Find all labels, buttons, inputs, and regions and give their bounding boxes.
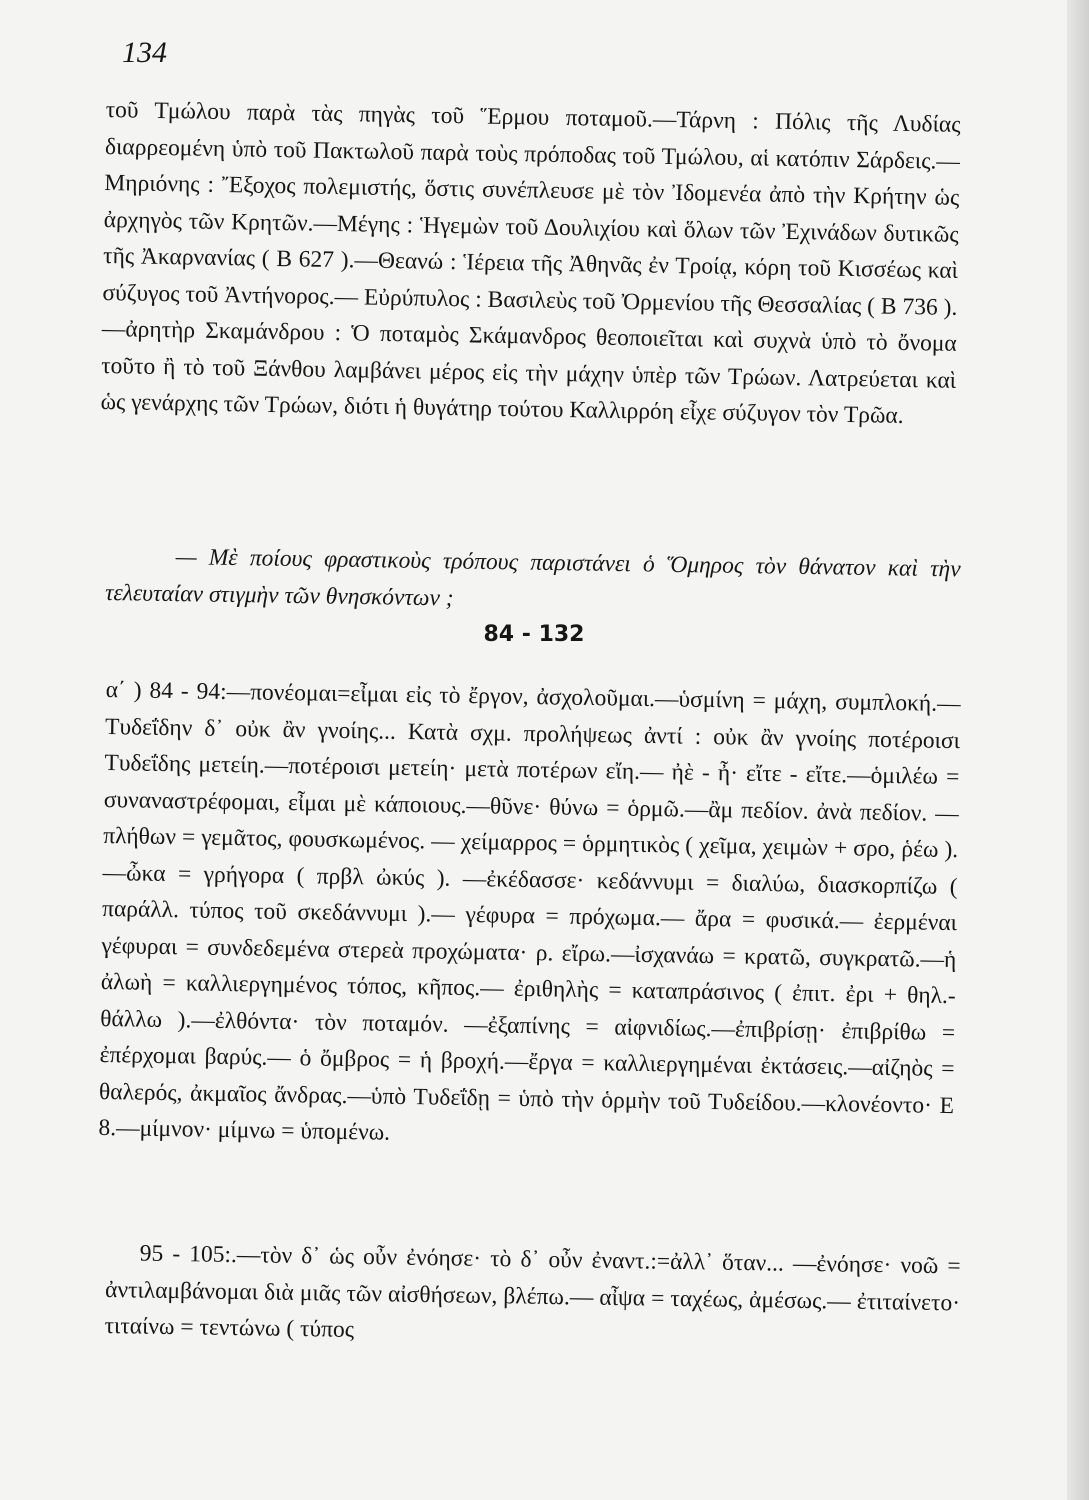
paragraph-text: τοῦ Τμώλου παρὰ τὰς πηγὰς τοῦ Ἕρμου ποταμοῦ.—Τάρνη : Πόλις τῆς Λυδίας διαρρεομένη ὑπὸ τοῦ Πακτωλοῦ παρὰ τοὺς πρόποδας τοῦ Τμώλου, αἱ κατόπιν Σάρδεις.—Μηριόνης : Ἔξοχος πολεμιστής, ὅστις συνέπλευσε μὲ τὸν Ἰδομενέα ἀπὸ τὴν Κρήτην ὡς ἀρχηγὸς τῶν Κρητῶν.—Μέγης : Ἡγεμὼν τοῦ Δουλιχίου καὶ ὅλων τῶν Ἐχινάδων δυτικῶς τῆς Ἀκαρνανίας ( Β 627 ).—Θεανώ : Ἱέρεια τῆς Ἀθηνᾶς ἐν Τροίᾳ, κόρη τοῦ Κισσέως καὶ σύζυγος τοῦ Ἀντήνορος.— Εὐρύπυλος : Βασιλεὺς τοῦ Ὀρμενίου τῆς Θεσσαλίας ( Β 736 ).—ἀρητὴρ Σκαμάνδρου : Ὁ ποταμὸς Σκάμανδρος θεοποιεῖται καὶ συχνὰ ὑπὸ τὸ ὄνομα τοῦτο ἢ τὸ τοῦ Ξάνθου λαμβάνει μέρος εἰς τὴν μάχην ὑπὲρ τῶν Τρώων. Λατρεύεται καὶ ὡς γενάρχης τῶν Τρώων, διότι ἡ θυγάτηρ τούτου Καλλιρρόη εἶχε σύζυγον τὸν Τρῶα. bbox=[100, 96, 961, 429]
paragraph-text: 95 - 105:.—τὸν δ᾽ ὡς οὖν ἐνόησε· τὸ δ᾽ οὖν ἐναντ.:=ἀλλ᾽ ὅταν... —ἐνόησε· νοῶ = ἀντιλαμβάνομαι διὰ μιᾶς τῶν αἰσθήσεων, βλέπω.— αἶψα = ταχέως, ἀμέσως.— ἐτιταίνετο· τιταίνω = τεντώνω ( τύπος bbox=[104, 1240, 961, 1343]
question-text: — Μὲ ποίους φραστικοὺς τρόπους παριστάνει ὁ Ὅμηρος τὸν θάνατον καὶ τὴν τελευταίαν στιγμὴν τῶν θνησκόντων ; bbox=[104, 544, 961, 611]
glossary-paragraph-2 bbox=[98, 672, 961, 1161]
glossary-paragraph-1 bbox=[100, 92, 961, 435]
page-edge-shadow bbox=[1067, 0, 1089, 1500]
page-number: 134 bbox=[122, 36, 167, 69]
question-paragraph bbox=[105, 538, 961, 624]
section-heading: 84 - 132 bbox=[483, 622, 585, 647]
paragraph-text: α΄ ) 84 - 94:—πονέομαι=εἶμαι εἰς τὸ ἔργον, ἀσχολοῦμαι.—ὑσμίνη = μάχη, συμπλοκή.—Τυδεΐδην δ᾽ οὐκ ἂν γνοίης... Κατὰ σχμ. προλήψεως ἀντί : οὐκ ἂν γνοίης ποτέροισι Τυδεΐδης μετείη.—ποτέροισι μετείη· μετὰ ποτέρων εἴη.— ἠὲ - ἦ· εἴτε - εἴτε.—ὁμιλέω = συναναστρέφομαι, εἶμαι μὲ κάποιους.—θῦνε· θύνω = ὁρμῶ.—ἂμ πεδίον. ἀνὰ πεδίον. — πλήθων = γεμᾶτος, φουσκωμένος. — χείμαρρος = ὁρμητικὸς ( χεῖμα, χειμὼν + σρο, ῥέω ).—ὦκα = γρήγορα ( πρβλ ὠκύς ). —ἐκέδασσε· κεδάννυμι = διαλύω, διασκορπίζω ( παράλλ. τύπος τοῦ σκεδάννυμι ).— γέφυρα = πρόχωμα.— ἄρα = φυσικά.— ἐερμέναι γέφυραι = συνδεδεμένα στερεὰ προχώματα· ρ. εἴρω.—ἰσχανάω = κρατῶ, συγκρατῶ.—ἡ ἀλωὴ = καλλιεργημένος τόπος, κῆπος.— ἐριθηλὴς = καταπράσινος ( ἐπιτ. ἐρι + θηλ.- θάλλω ).—ἐλθόντα· τὸν ποταμόν. —ἐξαπίνης = αἰφνιδίως.—ἐπιβρίσῃ· ἐπιβρίθω = ἐπέρχομαι βαρύς.— ὁ ὄμβρος = ἡ βροχή.—ἔργα = καλλιεργημέναι ἐκτάσεις.—αἰζηὸς = θαλερός, ἀκμαῖος ἄνδρας.—ὑπὸ Τυδεΐδῃ = ὑπὸ τὴν ὁρμὴν τοῦ Τυδείδου.—κλονέοντο· Ε 8.—μίμνον· μίμνω = ὑπομένω. bbox=[98, 676, 961, 1146]
glossary-paragraph-3 bbox=[104, 1235, 961, 1358]
